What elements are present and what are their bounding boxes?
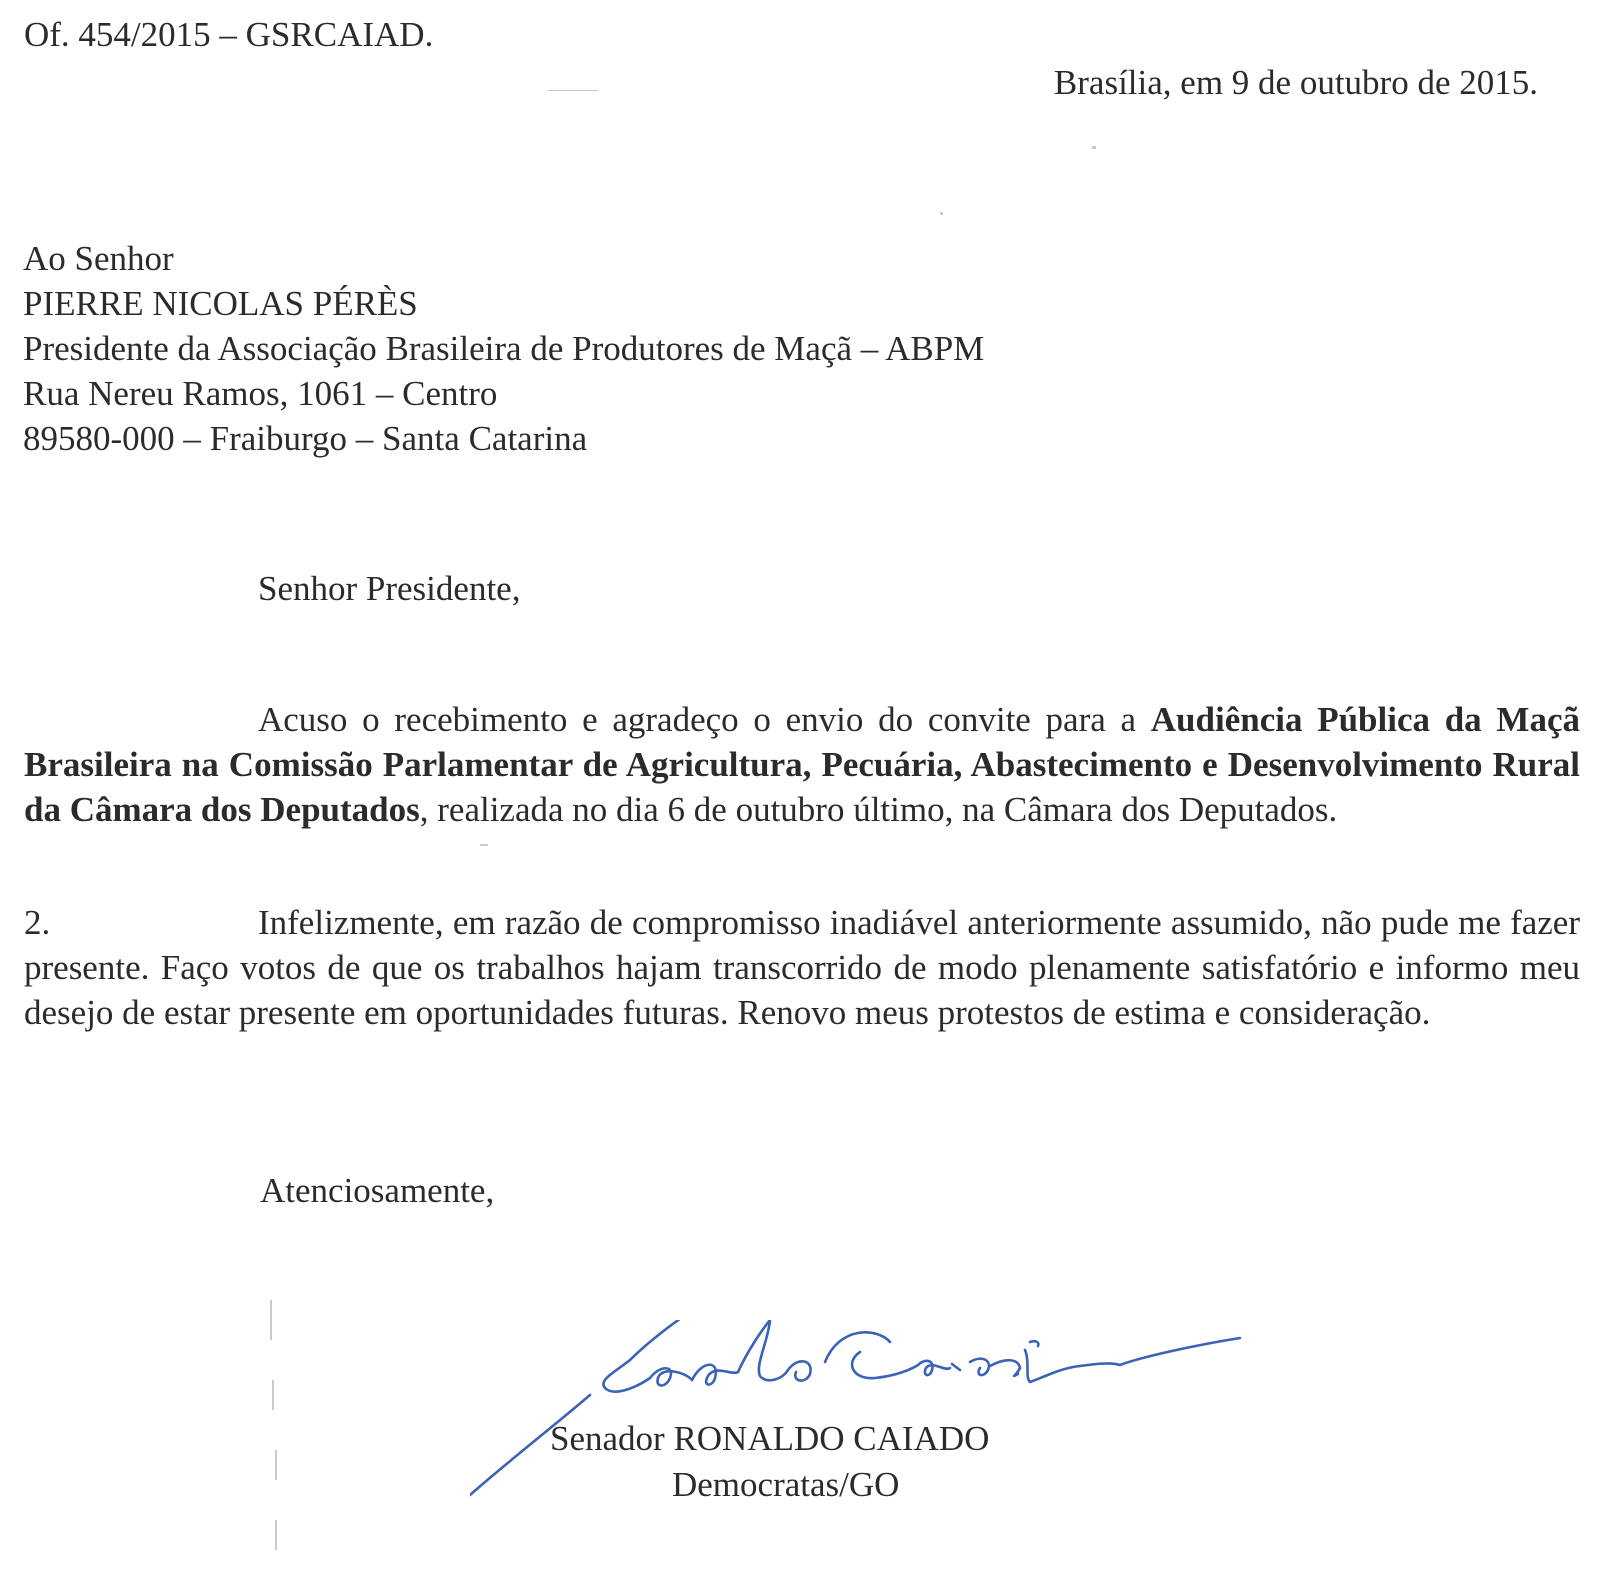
scan-speck [275,1520,277,1550]
addressee-street: Rua Nereu Ramos, 1061 – Centro [23,374,498,413]
scan-speck [940,212,943,215]
scan-speck [1092,146,1096,149]
signer-name: Senador RONALDO CAIADO [550,1419,990,1458]
scan-speck [272,1380,274,1410]
paragraph-1-bold: Audiência Pública da Maçã Brasileira na Comissão Parlamentar de Agricultura, Pecuária, Abastecimento e Desenvolvimento Rural da Câmara dos Deputados [24,700,1580,829]
addressee-name: PIERRE NICOLAS PÉRÈS [23,284,418,323]
scan-speck [548,90,598,91]
scan-speck [270,1300,272,1340]
scan-speck [275,1450,277,1480]
place-and-date: Brasília, em 9 de outubro de 2015. [1053,63,1538,102]
paragraph-1 [24,697,1580,832]
paragraph-2-text: Infelizmente, em razão de compromisso inadiável anteriormente assumido, não pude me fazer presente. Faço votos de que os trabalhos hajam transcorrido de modo plenamente satisfatório e informo meu desejo de estar presente em oportunidades futuras. Renovo meus protestos de estima e consideração. [24,903,1580,1032]
signer-party: Democratas/GO [672,1465,900,1504]
paragraph-number: 2. [24,903,51,942]
paragraph-1-lead: Acuso o recebimento e agradeço o envio do convite para a [258,700,1151,739]
scan-speck [480,844,488,846]
document-reference: Of. 454/2015 – GSRCAIAD. [24,15,434,54]
addressee-city: 89580-000 – Fraiburgo – Santa Catarina [23,419,588,458]
addressee-title: Presidente da Associação Brasileira de Produtores de Maçã – ABPM [23,329,985,368]
paragraph-1-tail: , realizada no dia 6 de outubro último, na Câmara dos Deputados. [419,790,1338,829]
addressee-greeting: Ao Senhor [23,239,174,278]
salutation: Senhor Presidente, [258,569,521,608]
paragraph-2 [24,900,1580,1035]
closing: Atenciosamente, [260,1171,495,1210]
